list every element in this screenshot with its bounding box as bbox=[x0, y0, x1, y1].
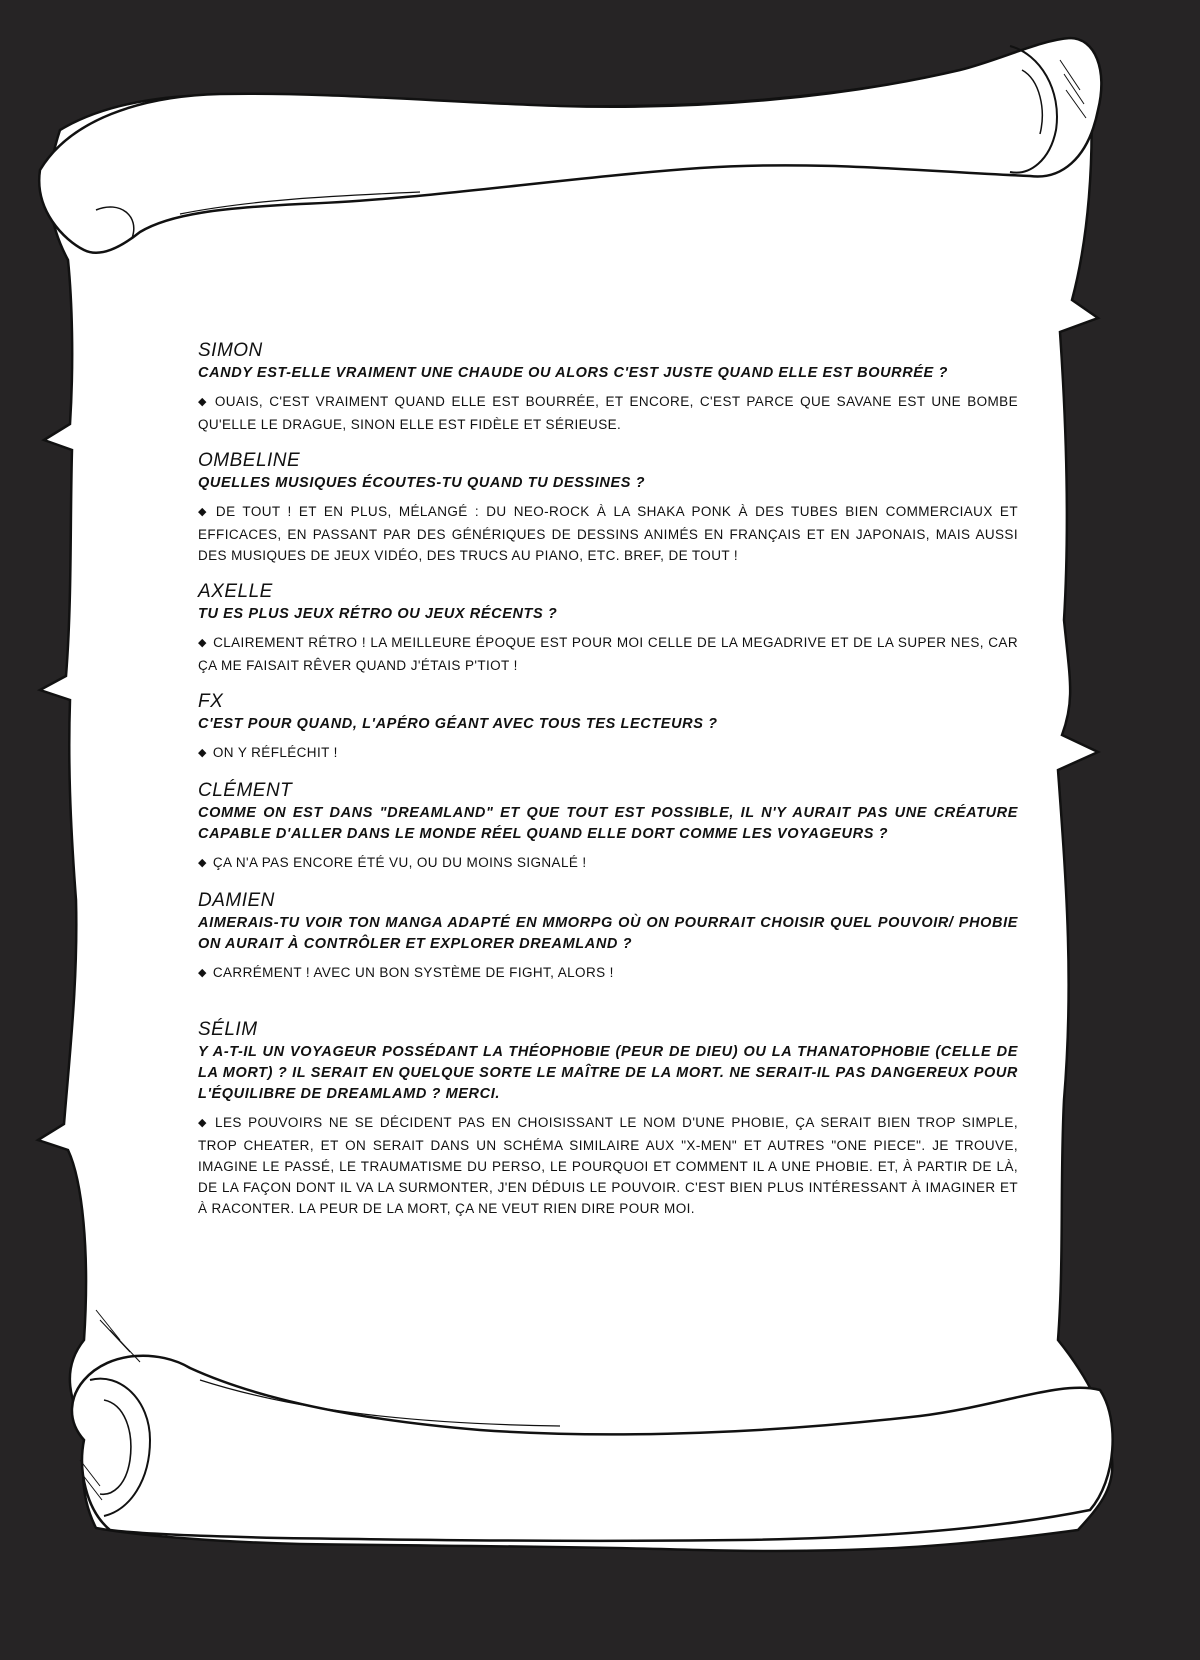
answer-text bbox=[198, 962, 1018, 985]
answer-text bbox=[198, 632, 1018, 676]
question-text: TU ES PLUS JEUX RÉTRO OU JEUX RÉCENTS ? bbox=[198, 606, 558, 622]
answer-body: ÇA N'A PAS ENCORE ÉTÉ VU, OU DU MOINS SIGNALÉ ! bbox=[212, 855, 587, 870]
answer-text bbox=[198, 1112, 1018, 1219]
asker-name: CLÉMENT bbox=[198, 780, 293, 801]
answer-text bbox=[198, 852, 1018, 875]
answer-body: CLAIREMENT RÉTRO ! LA MEILLEURE ÉPOQUE EST POUR MOI CELLE DE LA MEGADRIVE ET DE LA SUPER NES, CAR ÇA ME FAISAIT RÊVER QUAND J'ÉTAIS P'TIOT ! bbox=[198, 635, 1018, 673]
answer-body: CARRÉMENT ! AVEC UN BON SYSTÈME DE FIGHT, ALORS ! bbox=[212, 965, 614, 980]
diamond-bullet-icon: ◆ bbox=[198, 857, 207, 869]
qa-entry-damien bbox=[198, 890, 1018, 985]
qa-entry-fx bbox=[198, 691, 1018, 765]
asker-name: SIMON bbox=[198, 340, 263, 361]
question-text: COMME ON EST DANS "DREAMLAND" ET QUE TOUT EST POSSIBLE, IL N'Y AURAIT PAS UNE CRÉATURE CAPABLE D'ALLER DANS LE MONDE RÉEL QUAND ELLE DORT COMME LES VOYAGEURS ? bbox=[198, 805, 1018, 842]
diamond-bullet-icon: ◆ bbox=[198, 396, 209, 408]
qa-entry-ombeline bbox=[198, 450, 1018, 566]
diamond-bullet-icon: ◆ bbox=[198, 506, 210, 518]
asker-name: SÉLIM bbox=[198, 1019, 258, 1040]
answer-body: LES POUVOIRS NE SE DÉCIDENT PAS EN CHOISISSANT LE NOM D'UNE PHOBIE, ÇA SERAIT BIEN TROP SIMPLE, TROP CHEATER, ET ON SERAIT DANS UN SCHÉMA SIMILAIRE AUX "X-MEN" ET AUTRES "ONE PIECE". JE TROUVE, IMAGINE LE PASSÉ, LE TRAUMATISME DU PERSO, LE POURQUOI ET COMMENT IL A UNE PHOBIE. ET, À PARTIR DE LÀ, DE LA FAÇON DONT IL VA LA SURMONTER, J'EN DÉDUIS LE POUVOIR. C'EST BIEN PLUS INTÉRESSANT À IMAGINER ET À RACONTER. LA PEUR DE LA MORT, ÇA NE VEUT RIEN DIRE POUR MOI. bbox=[198, 1115, 1018, 1216]
answer-text bbox=[198, 391, 1018, 435]
question-text: AIMERAIS-TU VOIR TON MANGA ADAPTÉ EN MMORPG OÙ ON POURRAIT CHOISIR QUEL POUVOIR/ PHOBIE ON AURAIT À CONTRÔLER ET EXPLORER DREAMLAND ? bbox=[198, 915, 1018, 952]
asker-name: FX bbox=[198, 691, 224, 712]
question-text: C'EST POUR QUAND, L'APÉRO GÉANT AVEC TOUS TES LECTEURS ? bbox=[198, 716, 718, 732]
diamond-bullet-icon: ◆ bbox=[198, 967, 207, 979]
answer-text bbox=[198, 742, 1018, 765]
answer-body: DE TOUT ! ET EN PLUS, MÉLANGÉ : DU NEO-ROCK À LA SHAKA PONK À DES TUBES BIEN COMMERCIAUX ET EFFICACES, EN PASSANT PAR DES GÉNÉRIQUES DE DESSINS ANIMÉS EN FRANÇAIS ET EN JAPONAIS, MAIS AUSSI DES MUSIQUES DE JEUX VIDÉO, DES TRUCS AU PIANO, ETC. BREF, DE TOUT ! bbox=[198, 504, 1018, 563]
question-text: QUELLES MUSIQUES ÉCOUTES-TU QUAND TU DESSINES ? bbox=[198, 475, 646, 491]
answer-body: ON Y RÉFLÉCHIT ! bbox=[212, 745, 338, 760]
qa-entry-clement bbox=[198, 780, 1018, 875]
reader-questions-section bbox=[198, 340, 1018, 1219]
diamond-bullet-icon: ◆ bbox=[198, 637, 208, 649]
question-text: CANDY EST-ELLE VRAIMENT UNE CHAUDE OU ALORS C'EST JUSTE QUAND ELLE EST BOURRÉE ? bbox=[198, 365, 948, 381]
question-text: Y A-T-IL UN VOYAGEUR POSSÉDANT LA THÉOPHOBIE (PEUR DE DIEU) OU LA THANATOPHOBIE (CELLE DE LA MORT) ? IL SERAIT EN QUELQUE SORTE LE MAÎTRE DE LA MORT. NE SERAIT-IL PAS DANGEREUX POUR L'ÉQUILIBRE DE DREAMLAMD ? MERCI. bbox=[198, 1044, 1018, 1102]
asker-name: AXELLE bbox=[198, 581, 273, 602]
diamond-bullet-icon: ◆ bbox=[198, 1117, 210, 1129]
qa-entry-simon bbox=[198, 340, 1018, 435]
answer-body: OUAIS, C'EST VRAIMENT QUAND ELLE EST BOURRÉE, ET ENCORE, C'EST PARCE QUE SAVANE EST UNE BOMBE QU'ELLE LE DRAGUE, SINON ELLE EST FIDÈLE ET SÉRIEUSE. bbox=[198, 394, 1018, 432]
qa-entry-selim bbox=[198, 1019, 1018, 1219]
answer-text bbox=[198, 501, 1018, 566]
diamond-bullet-icon: ◆ bbox=[198, 747, 207, 759]
asker-name: OMBELINE bbox=[198, 450, 301, 471]
qa-entry-axelle bbox=[198, 581, 1018, 676]
asker-name: DAMIEN bbox=[198, 890, 275, 911]
